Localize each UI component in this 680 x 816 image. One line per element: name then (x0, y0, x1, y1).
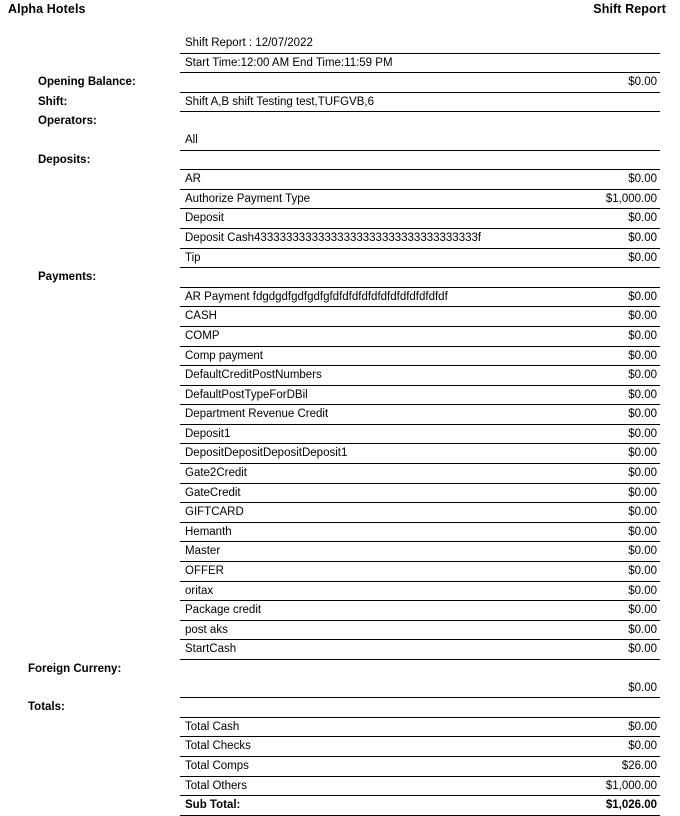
row-label: Gate2Credit (185, 467, 248, 480)
row-amount: $0.00 (628, 525, 657, 538)
row-amount: $0.00 (628, 212, 657, 225)
shift-value: Shift A,B shift Testing test,TUFGVB,6 (185, 95, 374, 108)
operators-label: Operators: (38, 115, 97, 128)
opening-balance-label: Opening Balance: (38, 76, 136, 89)
row-label: Hemanth (185, 525, 232, 538)
section-meta (0, 34, 680, 54)
table-row (180, 542, 660, 562)
table-row (180, 503, 660, 523)
row-label: Master (185, 545, 221, 558)
row-amount: $0.00 (628, 623, 657, 636)
table-row (180, 366, 660, 386)
page-header (0, 0, 680, 25)
table-row (180, 386, 660, 406)
time-label-col (0, 54, 180, 73)
table-row (180, 621, 660, 641)
row-label: Authorize Payment Type (185, 192, 311, 205)
table-row (180, 131, 660, 151)
table-row (180, 190, 660, 210)
row-label: Total Checks (185, 740, 251, 753)
row-label: DefaultPostTypeForDBil (185, 388, 308, 401)
table-row (180, 209, 660, 229)
table-row-spacer (180, 151, 660, 170)
meta-label-col (0, 34, 180, 53)
foreign-currency-value: $0.00 (628, 681, 657, 694)
row-label: Deposit (185, 212, 224, 225)
row-amount: $0.00 (628, 408, 657, 421)
table-row (180, 287, 660, 308)
row-amount: $1,026.00 (605, 799, 657, 812)
row-label: Total Comps (185, 759, 249, 772)
table-row-spacer (180, 660, 660, 679)
table-row-spacer (180, 112, 660, 131)
row-amount: $0.00 (628, 545, 657, 558)
table-row (180, 425, 660, 445)
row-amount: $0.00 (628, 369, 657, 382)
table-row (180, 640, 660, 660)
row-amount: $26.00 (621, 759, 657, 772)
shift-rows (180, 93, 680, 113)
row-label: Sub Total: (185, 799, 241, 812)
row-label: Package credit (185, 604, 262, 617)
row-amount: $0.00 (628, 720, 657, 733)
row-amount: $0.00 (628, 740, 657, 753)
table-row (180, 169, 660, 190)
totals-row-group (180, 717, 660, 816)
payments-row-group (180, 287, 660, 660)
page-title: Shift Report (593, 2, 666, 16)
row-amount: $1,000.00 (605, 779, 657, 792)
table-row (180, 796, 660, 816)
shift-label: Shift: (38, 95, 68, 108)
row-label: COMP (185, 329, 220, 342)
operators-rows (180, 112, 680, 150)
row-label: DepositDepositDepositDeposit1 (185, 447, 348, 460)
foreign-currency-label: Foreign Curreny: (28, 663, 122, 675)
table-row (180, 73, 660, 93)
deposits-label: Deposits: (38, 153, 91, 166)
table-row (180, 523, 660, 543)
opening-balance-rows (180, 73, 680, 93)
section-operators (0, 112, 680, 150)
shift-time-range: Start Time:12:00 AM End Time:11:59 PM (185, 56, 393, 69)
table-row (180, 737, 660, 757)
row-amount: $0.00 (628, 486, 657, 499)
table-row (180, 484, 660, 504)
row-label: OFFER (185, 565, 224, 578)
row-amount: $0.00 (628, 506, 657, 519)
row-amount: $0.00 (628, 565, 657, 578)
table-row (180, 229, 660, 249)
row-label: post aks (185, 623, 228, 636)
row-label: CASH (185, 310, 217, 323)
row-amount: $0.00 (628, 604, 657, 617)
row-amount: $0.00 (628, 584, 657, 597)
row-label: Deposit Cash43333333333333333333333333333333333f (185, 231, 482, 244)
section-shift (0, 93, 680, 113)
deposits-row-group (180, 169, 660, 268)
totals-label: Totals: (28, 701, 65, 714)
row-amount: $0.00 (628, 388, 657, 401)
row-label: oritax (185, 584, 214, 597)
table-row (180, 757, 660, 777)
row-label: Tip (185, 251, 201, 264)
table-row (180, 405, 660, 425)
table-row (180, 307, 660, 327)
foreign-currency-rows (180, 660, 680, 698)
row-amount: $0.00 (628, 643, 657, 656)
row-amount: $0.00 (628, 231, 657, 244)
table-row (180, 54, 660, 74)
row-label: GateCredit (185, 486, 241, 499)
row-label: DefaultCreditPostNumbers (185, 369, 322, 382)
opening-balance-value: $0.00 (628, 76, 657, 89)
table-row (180, 34, 660, 54)
table-row (180, 327, 660, 347)
table-row (180, 249, 660, 269)
payments-rows (180, 268, 680, 660)
section-opening-balance (0, 73, 680, 93)
table-row (180, 444, 660, 464)
report-body (0, 34, 680, 816)
row-amount: $0.00 (628, 447, 657, 460)
row-amount: $0.00 (628, 310, 657, 323)
time-rows (180, 54, 680, 74)
row-amount: $0.00 (628, 290, 657, 303)
totals-rows (180, 698, 680, 816)
table-row (180, 347, 660, 367)
shift-report-date: Shift Report : 12/07/2022 (185, 37, 313, 49)
table-row-spacer (180, 698, 660, 717)
row-label: AR Payment fdgdgdfgdfgdfgfdfdfdfdfdfdfdfdfdfdfdfdf (185, 290, 448, 303)
row-label: StartCash (185, 643, 237, 656)
row-amount: $0.00 (628, 467, 657, 480)
table-row-spacer (180, 268, 660, 287)
row-label: Deposit1 (185, 427, 231, 440)
row-label: Department Revenue Credit (185, 408, 329, 421)
section-time (0, 54, 680, 74)
table-row (180, 464, 660, 484)
row-label: Comp payment (185, 349, 263, 362)
deposits-rows (180, 151, 680, 269)
row-amount: $0.00 (628, 349, 657, 362)
operators-value: All (185, 133, 198, 146)
row-amount: $1,000.00 (605, 192, 657, 205)
table-row (180, 601, 660, 621)
table-row (180, 93, 660, 113)
table-row (180, 717, 660, 738)
row-amount: $0.00 (628, 329, 657, 342)
row-amount: $0.00 (628, 251, 657, 264)
row-amount: $0.00 (628, 427, 657, 440)
section-totals (0, 698, 680, 816)
row-label: GIFTCARD (185, 506, 244, 519)
row-amount: $0.00 (628, 173, 657, 186)
section-payments (0, 268, 680, 660)
table-row (180, 679, 660, 699)
table-row (180, 562, 660, 582)
table-row (180, 582, 660, 602)
meta-rows (180, 34, 680, 54)
brand-title: Alpha Hotels (8, 2, 86, 16)
row-label: Total Cash (185, 720, 240, 733)
payments-label: Payments: (38, 271, 97, 284)
section-deposits (0, 151, 680, 269)
section-foreign-currency (0, 660, 680, 698)
table-row (180, 777, 660, 797)
row-label: Total Others (185, 779, 247, 792)
row-label: AR (185, 173, 201, 186)
